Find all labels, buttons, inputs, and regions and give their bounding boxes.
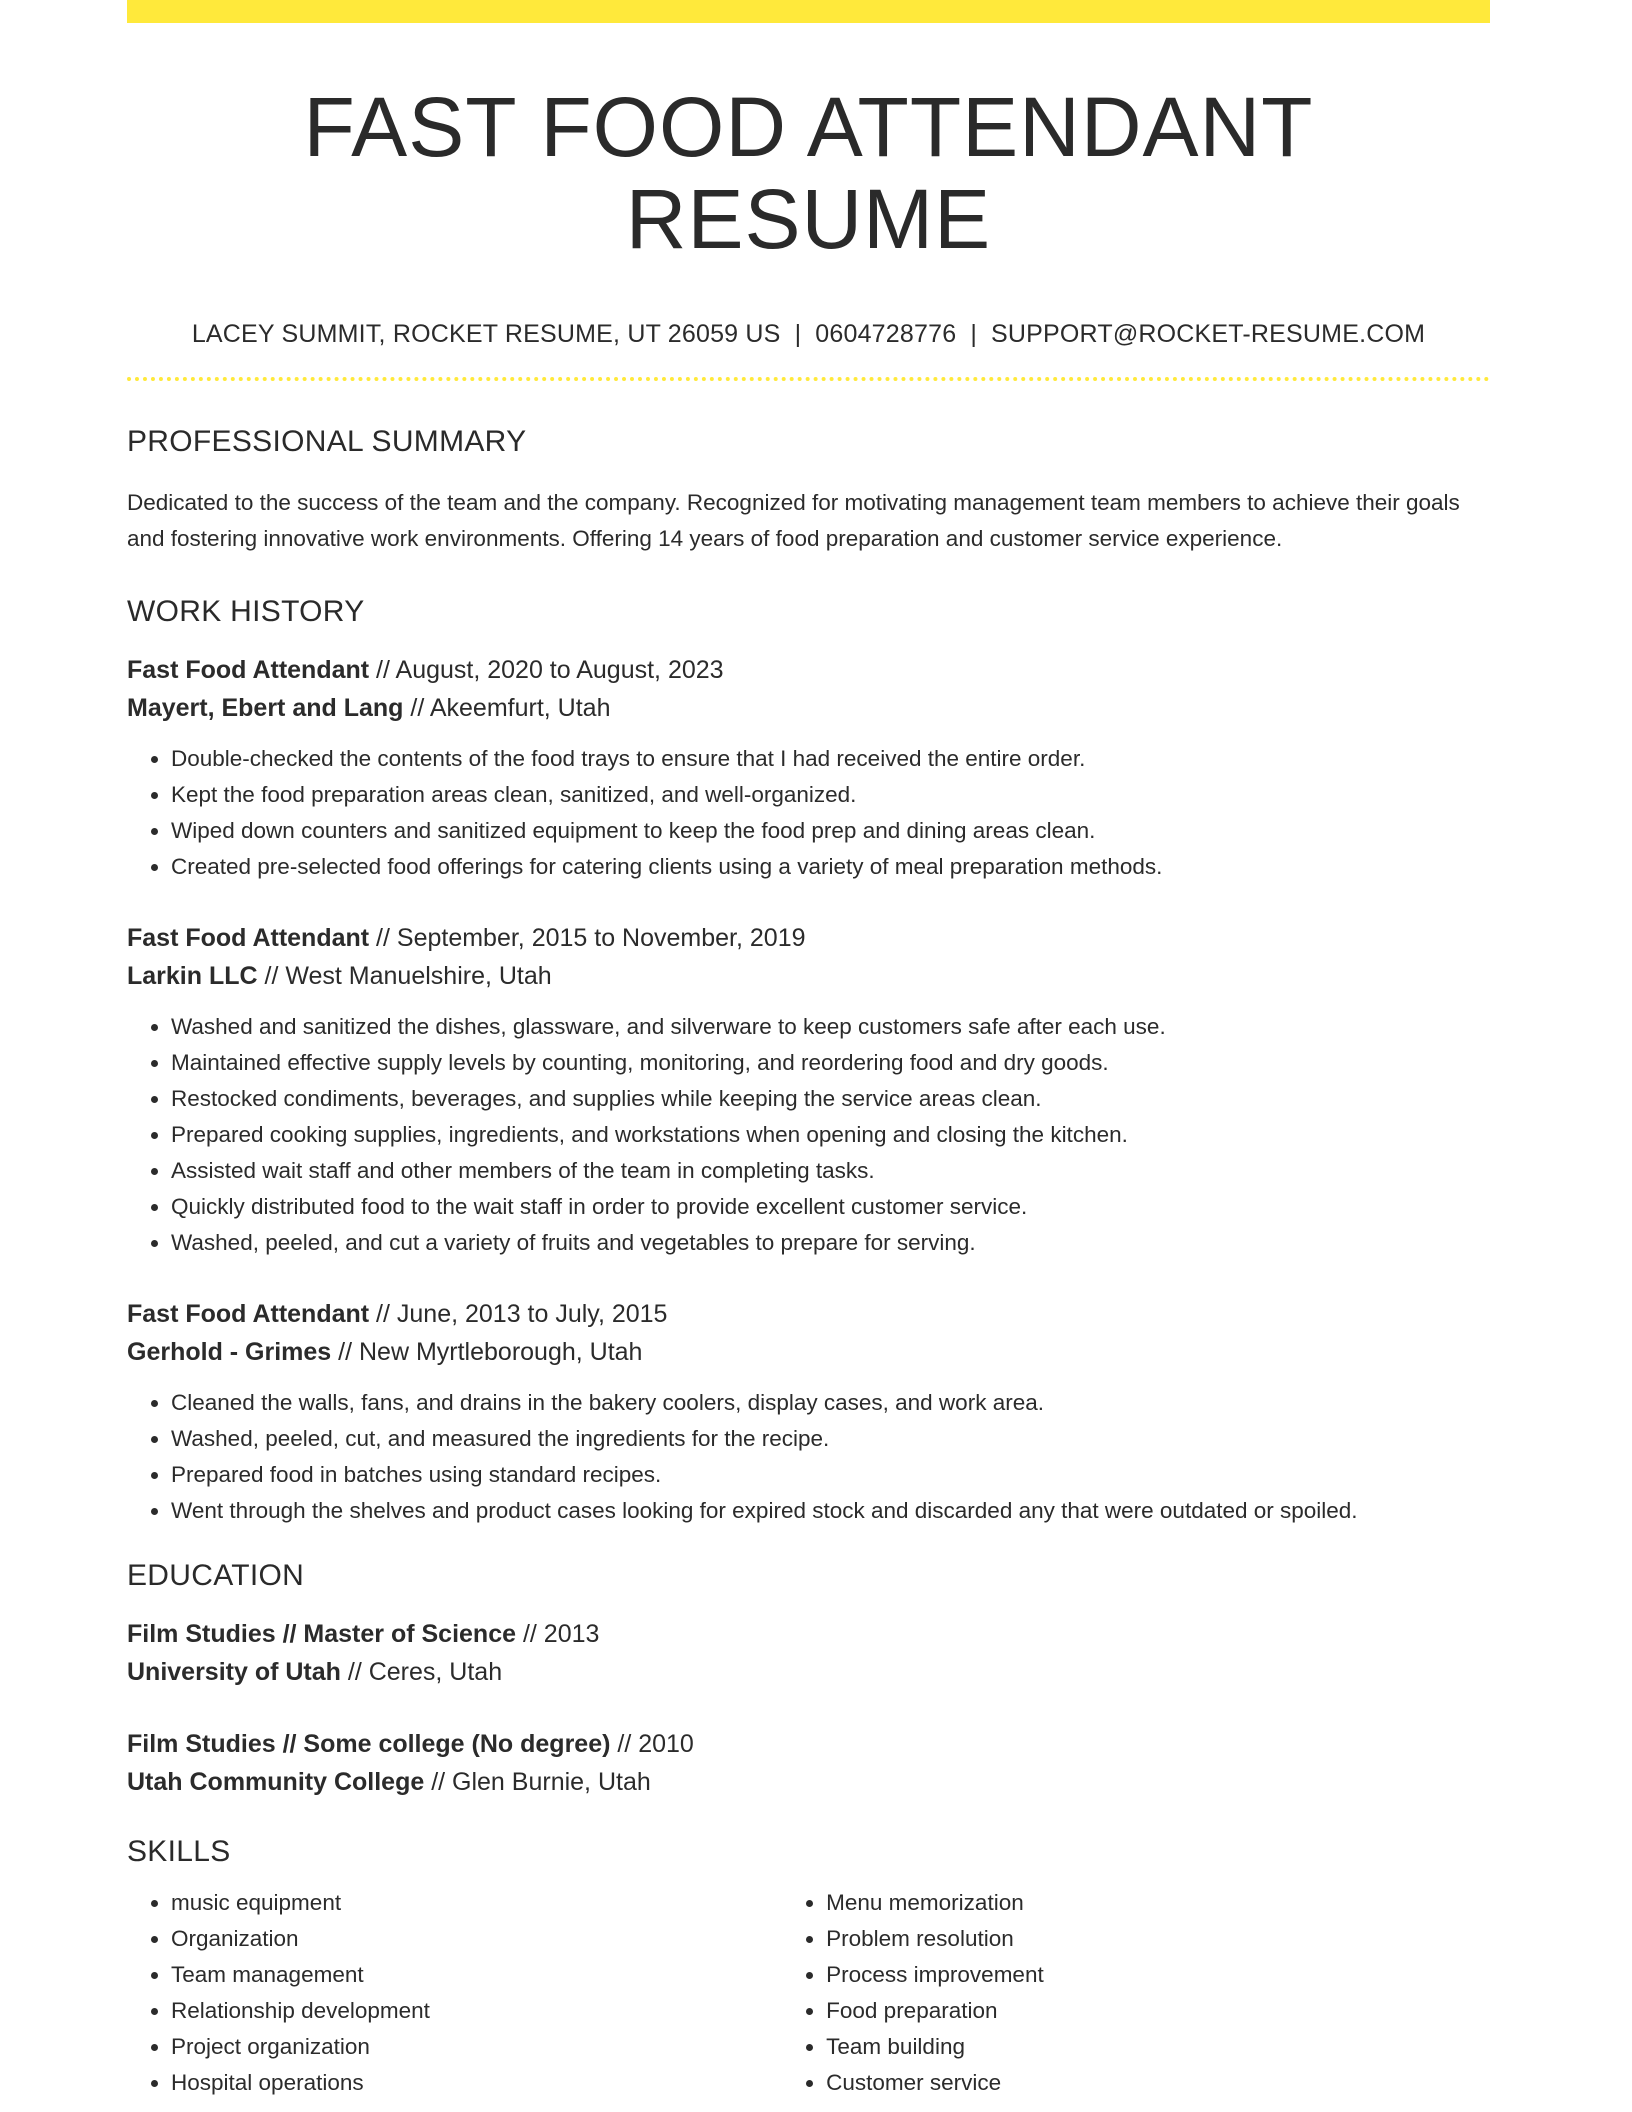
job-title: Fast Food Attendant bbox=[127, 655, 370, 684]
job-duties-list bbox=[127, 1385, 1490, 1529]
education-degree: Film Studies // Master of Science bbox=[127, 1619, 517, 1648]
job-entry bbox=[127, 651, 1490, 885]
job-duties-list bbox=[127, 741, 1490, 885]
list-item: • Washed and sanitized the dishes, glassware, and silverware to keep customers safe after each use. bbox=[171, 1009, 1490, 1045]
education-school: University of Utah bbox=[127, 1657, 341, 1686]
list-item: • Process improvement bbox=[826, 1957, 1490, 1993]
contact-separator: | bbox=[970, 319, 978, 348]
job-company-line bbox=[127, 689, 1490, 727]
list-item: • Relationship development bbox=[171, 1993, 782, 2029]
skills-list-left bbox=[127, 1885, 782, 2101]
list-item: • Double-checked the contents of the food trays to ensure that I had received the entire order. bbox=[171, 741, 1490, 777]
resume-title: FAST FOOD ATTENDANT RESUME bbox=[303, 80, 1314, 267]
skills-heading: SKILLS bbox=[127, 1834, 231, 1868]
list-item: • Team building bbox=[826, 2029, 1490, 2065]
job-dates: // August, 2020 to August, 2023 bbox=[369, 655, 724, 684]
job-location: // West Manuelshire, Utah bbox=[257, 961, 552, 990]
resume-page bbox=[127, 0, 1490, 2101]
list-item: • Customer service bbox=[826, 2065, 1490, 2101]
list-item: • Problem resolution bbox=[826, 1921, 1490, 1957]
contact-address: LACEY SUMMIT, ROCKET RESUME, UT 26059 US bbox=[191, 319, 781, 348]
education-year: // 2013 bbox=[516, 1619, 600, 1648]
list-item: • Washed, peeled, and cut a variety of fruits and vegetables to prepare for serving. bbox=[171, 1225, 1490, 1261]
list-item: • Team management bbox=[171, 1957, 782, 1993]
list-item: • Menu memorization bbox=[826, 1885, 1490, 1921]
contact-line bbox=[127, 320, 1490, 349]
list-item: • Created pre-selected food offerings for catering clients using a variety of meal preparation methods. bbox=[171, 849, 1490, 885]
job-company: Mayert, Ebert and Lang bbox=[127, 693, 404, 722]
list-item: • Kept the food preparation areas clean, sanitized, and well-organized. bbox=[171, 777, 1490, 813]
dotted-divider bbox=[127, 377, 1490, 381]
job-title-line bbox=[127, 1295, 1490, 1333]
job-dates: // June, 2013 to July, 2015 bbox=[369, 1299, 668, 1328]
job-location: // Akeemfurt, Utah bbox=[403, 693, 611, 722]
skills-list-right bbox=[782, 1885, 1490, 2101]
job-title: Fast Food Attendant bbox=[127, 1299, 370, 1328]
list-item: • Went through the shelves and product cases looking for expired stock and discarded any that were outdated or spoiled. bbox=[171, 1493, 1490, 1529]
education-heading: EDUCATION bbox=[127, 1558, 305, 1592]
list-item: • Project organization bbox=[171, 2029, 782, 2065]
list-item: • Washed, peeled, cut, and measured the ingredients for the recipe. bbox=[171, 1421, 1490, 1457]
education-degree: Film Studies // Some college (No degree) bbox=[127, 1729, 611, 1758]
education-school-line bbox=[127, 1763, 1490, 1801]
job-company: Larkin LLC bbox=[127, 961, 258, 990]
list-item: • Maintained effective supply levels by counting, monitoring, and reordering food and dry goods. bbox=[171, 1045, 1490, 1081]
job-entry bbox=[127, 1295, 1490, 1529]
education-location: // Ceres, Utah bbox=[340, 1657, 503, 1686]
top-accent-bar bbox=[127, 0, 1490, 23]
job-entry bbox=[127, 919, 1490, 1261]
list-item: • Food preparation bbox=[826, 1993, 1490, 2029]
list-item: • music equipment bbox=[171, 1885, 782, 1921]
job-title: Fast Food Attendant bbox=[127, 923, 370, 952]
contact-email: SUPPORT@ROCKET-RESUME.COM bbox=[991, 319, 1426, 348]
education-entry bbox=[127, 1725, 1490, 1801]
job-dates: // September, 2015 to November, 2019 bbox=[369, 923, 806, 952]
job-title-line bbox=[127, 651, 1490, 689]
job-company-line bbox=[127, 1333, 1490, 1371]
work-history-heading: WORK HISTORY bbox=[127, 594, 365, 628]
job-location: // New Myrtleborough, Utah bbox=[331, 1337, 643, 1366]
list-item: • Quickly distributed food to the wait staff in order to provide excellent customer service. bbox=[171, 1189, 1490, 1225]
summary-heading: PROFESSIONAL SUMMARY bbox=[127, 424, 527, 458]
education-location: // Glen Burnie, Utah bbox=[424, 1767, 651, 1796]
list-item: • Prepared cooking supplies, ingredients, and workstations when opening and closing the kitchen. bbox=[171, 1117, 1490, 1153]
job-company-line bbox=[127, 957, 1490, 995]
education-degree-line bbox=[127, 1615, 1490, 1653]
job-title-line bbox=[127, 919, 1490, 957]
summary-text: Dedicated to the success of the team and the company. Recognized for motivating management team members to achieve their goals and fostering innovative work environments. Offering 14 years of food preparation and customer service experience. bbox=[127, 489, 1460, 551]
contact-phone: 0604728776 bbox=[815, 319, 957, 348]
education-school: Utah Community College bbox=[127, 1767, 425, 1796]
list-item: • Hospital operations bbox=[171, 2065, 782, 2101]
list-item: • Restocked condiments, beverages, and supplies while keeping the service areas clean. bbox=[171, 1081, 1490, 1117]
list-item: • Organization bbox=[171, 1921, 782, 1957]
job-company: Gerhold - Grimes bbox=[127, 1337, 332, 1366]
education-school-line bbox=[127, 1653, 1490, 1691]
list-item: • Cleaned the walls, fans, and drains in the bakery coolers, display cases, and work area. bbox=[171, 1385, 1490, 1421]
job-duties-list bbox=[127, 1009, 1490, 1261]
education-degree-line bbox=[127, 1725, 1490, 1763]
skills-columns bbox=[127, 1885, 1490, 2101]
education-entry bbox=[127, 1615, 1490, 1691]
list-item: • Assisted wait staff and other members of the team in completing tasks. bbox=[171, 1153, 1490, 1189]
list-item: • Wiped down counters and sanitized equipment to keep the food prep and dining areas clean. bbox=[171, 813, 1490, 849]
list-item: • Prepared food in batches using standard recipes. bbox=[171, 1457, 1490, 1493]
contact-separator: | bbox=[794, 319, 802, 348]
education-year: // 2010 bbox=[610, 1729, 694, 1758]
